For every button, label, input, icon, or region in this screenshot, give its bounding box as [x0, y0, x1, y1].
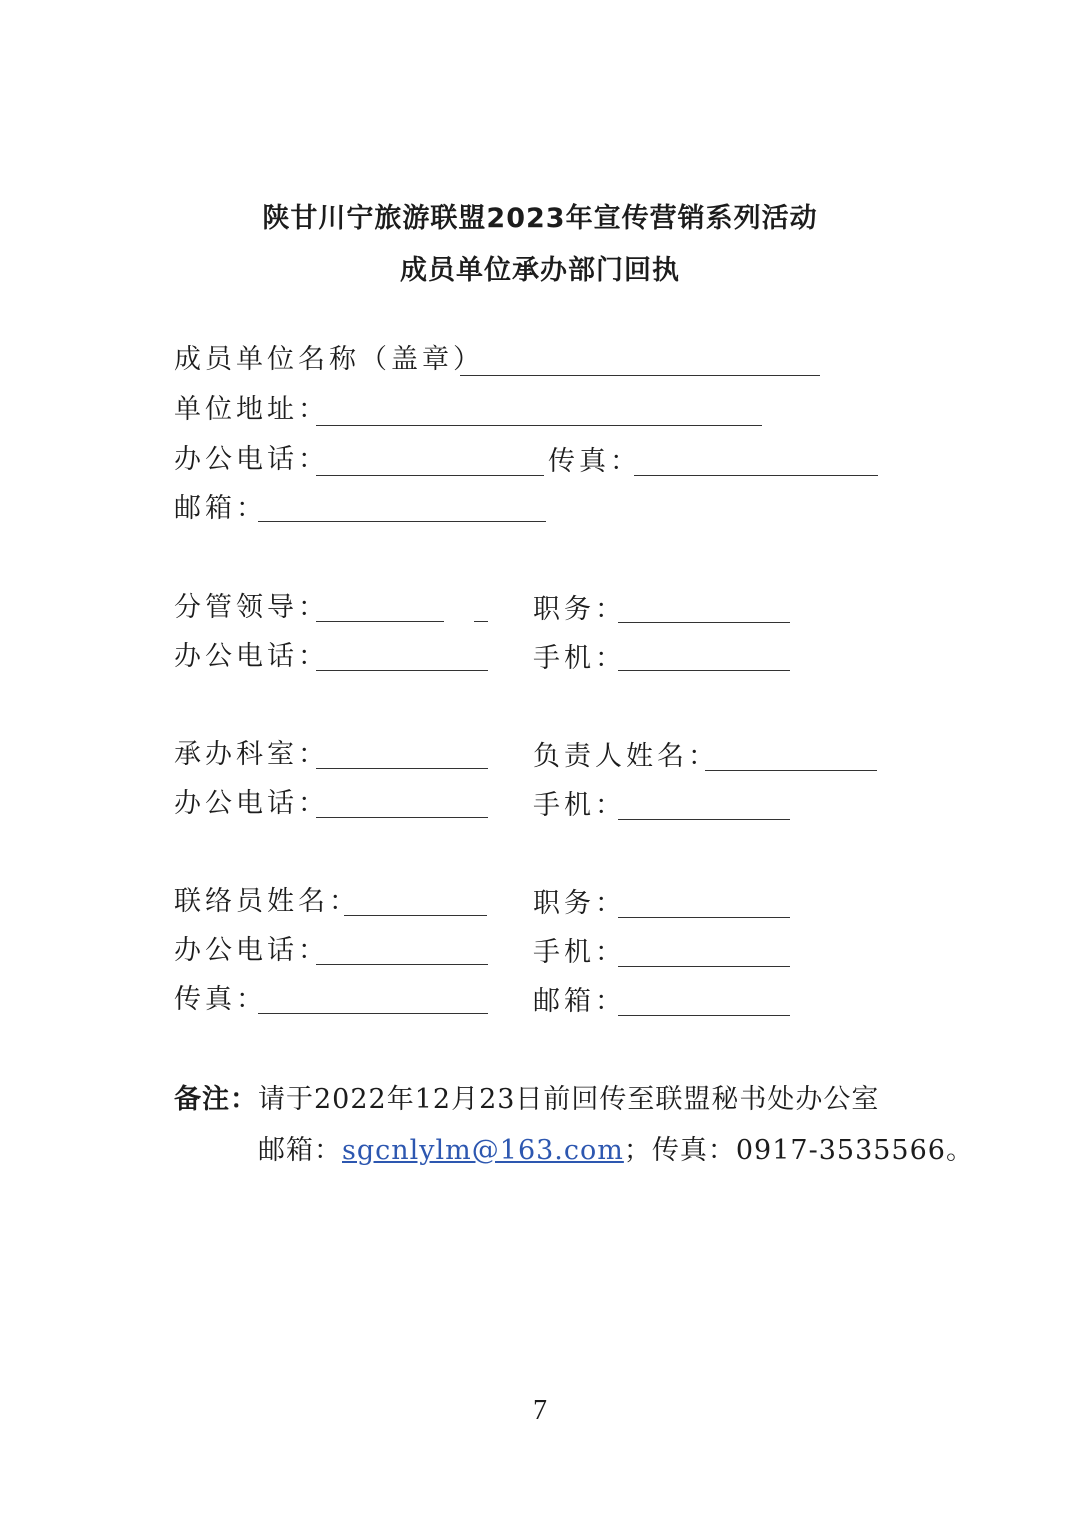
liaison-name-field[interactable] — [344, 915, 487, 916]
note-label: 备注： — [174, 1084, 258, 1115]
note-email-link[interactable]: sgcnlylm@163.com — [342, 1135, 624, 1166]
liaison-fax-field[interactable] — [258, 1013, 488, 1014]
department-office-label: 承办科室： — [174, 739, 329, 770]
unit-name-label: 成员单位名称（盖章） — [174, 344, 484, 375]
unit-office-phone-field[interactable] — [316, 475, 544, 476]
unit-email-label: 邮箱： — [174, 493, 267, 524]
leader-position-label: 职务： — [533, 594, 626, 625]
leader-office-phone-label: 办公电话： — [174, 641, 329, 672]
liaison-name-label: 联络员姓名： — [174, 886, 360, 917]
leader-position-field[interactable] — [618, 622, 790, 623]
note-email-prefix: 邮箱： — [258, 1135, 342, 1166]
leader-mobile-label: 手机： — [533, 643, 626, 674]
liaison-office-phone-field[interactable] — [316, 964, 488, 965]
leader-office-phone-field[interactable] — [316, 670, 488, 671]
leader-name-field-tail — [474, 621, 488, 622]
unit-fax-field[interactable] — [634, 475, 878, 476]
unit-address-label: 单位地址： — [174, 394, 329, 425]
note-fax-text: ；传真：0917-3535566。 — [623, 1135, 974, 1166]
department-office-phone-label: 办公电话： — [174, 788, 329, 819]
liaison-office-phone-label: 办公电话： — [174, 935, 329, 966]
liaison-position-field[interactable] — [618, 917, 790, 918]
document-title-line1: 陕甘川宁旅游联盟2023年宣传营销系列活动 — [262, 203, 818, 234]
department-office-field[interactable] — [316, 768, 488, 769]
leader-mobile-field[interactable] — [618, 670, 790, 671]
unit-email-field[interactable] — [258, 521, 546, 522]
unit-address-field[interactable] — [316, 425, 762, 426]
liaison-mobile-label: 手机： — [533, 937, 626, 968]
department-mobile-label: 手机： — [533, 790, 626, 821]
department-mobile-field[interactable] — [618, 819, 790, 820]
liaison-position-label: 职务： — [533, 888, 626, 919]
page-number: 7 — [533, 1395, 547, 1426]
leader-name-label: 分管领导： — [174, 592, 329, 623]
liaison-fax-label: 传真： — [174, 984, 267, 1015]
liaison-email-field[interactable] — [618, 1015, 790, 1016]
note-deadline-text: 请于2022年12月23日前回传至联盟秘书处办公室 — [258, 1084, 880, 1115]
liaison-email-label: 邮箱： — [533, 986, 626, 1017]
liaison-mobile-field[interactable] — [618, 966, 790, 967]
note-line2 — [258, 1133, 974, 1169]
department-person-field[interactable] — [705, 770, 877, 771]
leader-name-field[interactable] — [316, 621, 444, 622]
unit-office-phone-label: 办公电话： — [174, 444, 329, 475]
department-person-label: 负责人姓名： — [533, 741, 719, 772]
document-title-line2: 成员单位承办部门回执 — [400, 255, 680, 286]
unit-fax-label: 传真： — [548, 446, 641, 477]
department-office-phone-field[interactable] — [316, 817, 488, 818]
note-line1 — [174, 1082, 879, 1118]
unit-name-field[interactable] — [460, 375, 820, 376]
